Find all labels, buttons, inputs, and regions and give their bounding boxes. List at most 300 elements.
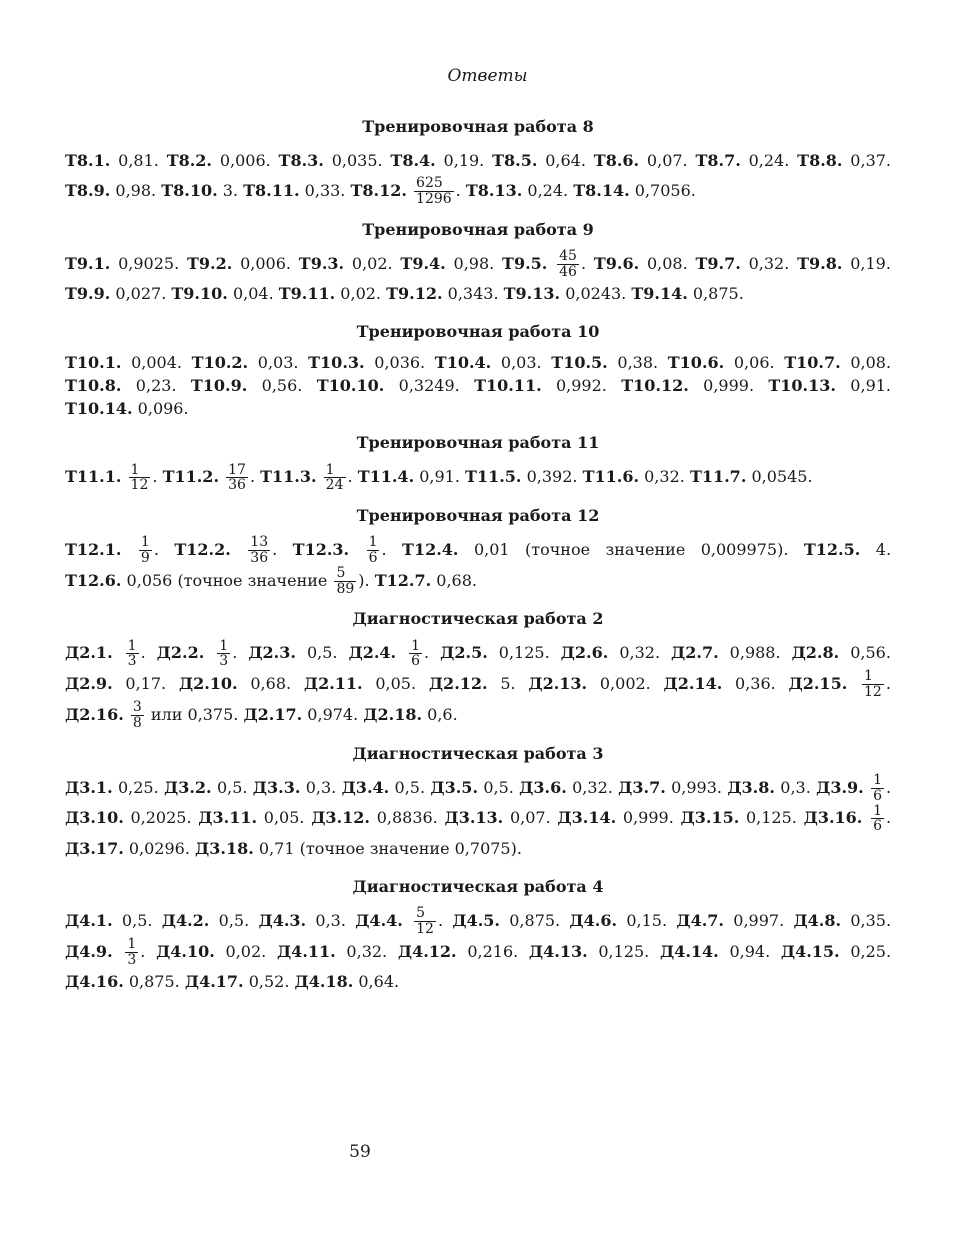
answer-label: Д2.8. [791, 643, 840, 663]
answer-label: Т8.7. [695, 151, 741, 170]
answer-suffix: . [347, 467, 353, 487]
fraction-denominator: 1296 [416, 191, 452, 207]
fraction-denominator: 3 [127, 653, 137, 670]
answer-suffix: или 0,375. [145, 704, 239, 724]
answer-label: Д4.5. [452, 910, 500, 930]
answer-section [65, 608, 891, 730]
answer-item [681, 808, 797, 827]
fraction-numerator: 45 [559, 248, 577, 264]
answer-item [727, 778, 810, 797]
answer-suffix: . [249, 467, 256, 487]
answer-item [551, 353, 658, 372]
answer-item [65, 376, 177, 395]
answer-value: 0,002. [599, 674, 651, 694]
answer-suffix: ). [358, 570, 370, 590]
answer-value: 0,3. [780, 777, 811, 797]
answer-item [358, 467, 460, 486]
answer-value: 0,02. [351, 253, 393, 273]
answer-value: 0,5. [121, 910, 153, 930]
answer-list [65, 462, 891, 493]
answer-value: 0,02. [225, 941, 267, 961]
answer-label: Т10.14. [65, 399, 133, 419]
answer-label: Т12.6. [65, 570, 122, 590]
answer-suffix: . [437, 910, 444, 930]
answer-fraction [557, 249, 579, 279]
answer-item [253, 778, 336, 797]
answer-label: Д4.9. [65, 941, 113, 961]
answer-fraction [409, 639, 422, 669]
answer-label: Т12.1. [65, 540, 122, 560]
answer-list [65, 773, 891, 864]
answer-value: 0,056 (точное значение [126, 570, 328, 590]
answer-item [65, 935, 146, 968]
answer-label: Д2.10. [178, 674, 238, 694]
answer-value: 0,993. [671, 777, 722, 797]
answer-value: 0,125. [745, 808, 797, 828]
answer-label: Д2.1. [65, 643, 113, 663]
answer-item [350, 175, 461, 207]
answer-value: 0,32. [644, 467, 685, 487]
section-title: Тренировочная работа 9 [362, 219, 594, 239]
answer-value: 0,64. [358, 972, 400, 992]
answer-label: Д4.14. [659, 941, 719, 961]
answer-value: 3. [222, 181, 239, 200]
answer-label: Д4.15. [780, 941, 840, 961]
section-title: Тренировочная работа 12 [356, 506, 600, 526]
answer-label: Д3.13. [444, 808, 504, 828]
answer-item [192, 353, 299, 372]
fraction-denominator: 6 [368, 550, 378, 567]
answer-item [492, 151, 586, 170]
answer-item [65, 637, 146, 670]
fraction-numerator: 1 [127, 935, 137, 952]
answer-label: Т9.8. [797, 253, 843, 273]
answer-label: Д4.11. [276, 941, 336, 961]
fraction-denominator: 9 [140, 550, 150, 567]
answer-list [65, 351, 891, 420]
answer-label: Т10.12. [621, 376, 689, 396]
answer-value: 0,3. [305, 777, 337, 797]
answer-item [529, 942, 649, 961]
answer-section [65, 876, 891, 997]
answer-value: 4. [875, 540, 892, 560]
answer-label: Т11.6. [582, 467, 640, 487]
answer-item [664, 674, 776, 693]
answer-label: Д3.16. [803, 808, 863, 828]
answer-item [695, 151, 789, 170]
fraction-denominator: 12 [416, 920, 434, 937]
answer-label: Т10.9. [190, 376, 248, 396]
answer-item [400, 254, 494, 273]
answer-item [793, 911, 891, 930]
answer-item [65, 461, 158, 494]
fraction-numerator: 13 [250, 534, 269, 551]
answer-item [363, 705, 457, 724]
answer-value: 0,5. [306, 643, 338, 663]
answer-value: 0,91. [850, 376, 892, 396]
fraction-denominator: 36 [228, 477, 246, 494]
fraction-numerator: 1 [140, 534, 150, 551]
answer-label: Д2.7. [671, 643, 719, 663]
answer-label: Д3.2. [163, 777, 212, 797]
answer-value: 0,56. [850, 643, 891, 663]
answer-item [788, 668, 891, 701]
answer-suffix: . [140, 643, 146, 663]
answer-label: Д4.2. [161, 910, 210, 930]
answer-label: Д3.14. [557, 808, 617, 828]
answer-value: 0,0243. [565, 284, 627, 304]
answer-item [65, 808, 192, 827]
answer-item [65, 151, 159, 170]
fraction-denominator: 6 [873, 787, 882, 804]
answer-item [618, 778, 722, 797]
answer-item [504, 284, 627, 303]
answer-item [279, 151, 383, 170]
answer-item [668, 353, 775, 372]
answer-value: 0,216. [467, 941, 519, 961]
answer-item [260, 461, 353, 494]
answer-item [195, 839, 522, 858]
answer-suffix: . [381, 540, 387, 560]
answer-label: Д3.6. [519, 777, 567, 797]
answer-label: Д3.11. [198, 808, 258, 828]
answer-value: 0,006. [219, 151, 271, 170]
answer-value: 0,6. [427, 704, 458, 724]
answer-item [295, 972, 400, 991]
answer-value: 0,875. [509, 910, 561, 930]
answer-label: Т8.6. [593, 151, 640, 170]
answer-value: 0,17. [125, 674, 167, 694]
answer-item [803, 802, 892, 835]
answer-item [402, 540, 788, 559]
answer-item [317, 376, 460, 395]
answer-item [429, 674, 516, 693]
answer-label: Т11.4. [357, 467, 415, 487]
answer-item [65, 353, 182, 372]
answer-suffix: . [885, 777, 892, 797]
answer-item [65, 911, 152, 930]
fraction-numerator: 1 [325, 461, 335, 478]
answer-value: 0,08. [646, 253, 688, 273]
answer-label: Д4.12. [397, 941, 457, 961]
answer-label: Д3.1. [65, 777, 113, 797]
answer-label: Т8.4. [390, 151, 436, 170]
fraction-denominator: 36 [250, 550, 269, 567]
fraction-numerator: 1 [219, 637, 229, 654]
answer-item [430, 778, 513, 797]
answer-fraction [129, 463, 151, 493]
answer-item [198, 808, 304, 827]
answer-item [557, 808, 673, 827]
answer-value: 0,006. [240, 253, 291, 273]
answer-label: Т8.10. [161, 181, 218, 200]
fraction-denominator: 12 [864, 684, 882, 701]
answer-label: Т9.14. [631, 284, 688, 304]
answer-label: Т11.5. [465, 467, 522, 487]
answer-item [243, 181, 345, 200]
answer-value: 0,7056. [634, 181, 696, 200]
answer-value: 0,94. [729, 941, 771, 961]
answer-value: 0,125. [598, 941, 650, 961]
answer-label: Т8.11. [243, 181, 300, 200]
answer-value: 5. [500, 674, 516, 694]
answer-value: 0,01 (точное значение 0,009975). [473, 540, 789, 560]
answer-value: 0,68. [250, 674, 292, 694]
answer-suffix: . [885, 674, 891, 694]
answer-fraction [125, 937, 138, 967]
answer-item [398, 942, 518, 961]
answer-value: 0,04. [232, 284, 274, 304]
answer-item [804, 540, 891, 559]
answer-item [466, 181, 568, 200]
answer-item [65, 778, 159, 797]
answer-value: 0,07. [509, 808, 551, 828]
answer-label: Д3.4. [341, 777, 390, 797]
answer-value: 0,98. [115, 181, 157, 200]
answer-value: 0,06. [733, 353, 775, 373]
answer-label: Т11.1. [65, 467, 122, 487]
answer-value: 0,32. [748, 253, 790, 273]
answer-value: 0,15. [626, 910, 668, 930]
answer-item [671, 643, 781, 662]
fraction-numerator: 1 [411, 637, 421, 654]
answer-value: 0,07. [646, 151, 688, 170]
answer-item [162, 911, 249, 930]
answer-value: 0,24. [748, 151, 790, 170]
answer-item [621, 376, 754, 395]
fraction-numerator: 1 [873, 771, 882, 788]
fraction-denominator: 46 [559, 263, 577, 280]
answer-value: 0,8836. [376, 808, 438, 828]
answer-value: 0,36. [735, 674, 776, 694]
section-title: Диагностическая работа 2 [352, 609, 604, 629]
fraction-denominator: 3 [219, 653, 229, 670]
answer-item [299, 254, 393, 273]
answer-value: 0,91. [419, 467, 460, 487]
answer-suffix: . [232, 643, 238, 663]
answer-item [191, 376, 303, 395]
answer-label: Д2.18. [363, 704, 423, 724]
answer-label: Т10.1. [65, 353, 122, 373]
answer-fraction [367, 535, 380, 565]
answer-label: Т8.2. [166, 151, 212, 170]
answer-label: Т11.7. [689, 467, 747, 487]
answer-label: Д2.3. [248, 643, 296, 663]
answer-label: Д2.5. [440, 643, 488, 663]
answer-suffix: . [424, 643, 430, 663]
answer-item [65, 674, 166, 693]
answer-item [161, 181, 238, 200]
fraction-numerator: 625 [416, 175, 443, 192]
answer-value: 0,33. [304, 181, 346, 200]
answer-item [174, 534, 278, 567]
answer-list [65, 638, 891, 730]
answer-value: 0,25. [850, 941, 892, 961]
answer-item [308, 353, 425, 372]
answer-label: Д2.15. [788, 674, 848, 694]
answer-item [304, 674, 416, 693]
answer-label: Д4.1. [65, 910, 113, 930]
answer-label: Т8.14. [573, 181, 630, 200]
answer-fraction [334, 566, 356, 596]
answer-item [690, 467, 813, 486]
answer-label: Д3.10. [65, 808, 124, 828]
answer-label: Д2.17. [243, 704, 303, 724]
answer-label: Т12.4. [402, 540, 459, 560]
answer-value: 0,35. [850, 910, 892, 930]
answer-item [784, 353, 891, 372]
answer-item [452, 911, 560, 930]
answer-item [355, 905, 444, 937]
answer-value: 0,5. [394, 777, 426, 797]
answer-item [342, 778, 425, 797]
answer-label: Д4.4. [355, 910, 403, 930]
answer-item [65, 534, 159, 567]
answer-value: 0,0296. [128, 838, 190, 858]
answer-value: 0,004. [131, 353, 182, 373]
answer-label: Т10.10. [316, 376, 385, 396]
answer-item [390, 151, 484, 170]
answer-label: Т9.4. [400, 253, 446, 273]
answer-value: 0,992. [555, 376, 607, 396]
answer-value: 0,71 (точное значение 0,7075). [258, 838, 522, 858]
answer-label: Д3.5. [430, 777, 479, 797]
fraction-numerator: 1 [127, 637, 137, 654]
answer-value: 0,997. [733, 910, 785, 930]
answer-label: Т9.13. [503, 284, 561, 304]
fraction-denominator: 89 [336, 580, 355, 597]
answer-item [583, 467, 685, 486]
answer-fraction [324, 463, 346, 493]
answer-value: 0,68. [436, 570, 477, 590]
answer-suffix: . [455, 181, 461, 200]
answer-label: Т11.2. [162, 467, 220, 487]
answer-value: 0,974. [307, 704, 359, 724]
answer-value: 0,81. [118, 151, 159, 170]
answer-label: Д3.7. [618, 777, 666, 797]
answer-item [258, 911, 345, 930]
answer-label: Д3.9. [816, 777, 864, 797]
fraction-denominator: 12 [130, 477, 149, 494]
answer-value: 0,035. [331, 151, 383, 170]
answer-item [594, 254, 688, 273]
answer-value: 0,24. [527, 181, 569, 200]
answer-section [65, 116, 891, 207]
answer-label: Т10.11. [474, 376, 542, 396]
answer-item [167, 151, 271, 170]
answer-item [65, 839, 190, 858]
answer-item [676, 911, 784, 930]
fraction-numerator: 1 [368, 534, 378, 551]
answer-label: Д2.12. [428, 674, 488, 694]
answer-value: 0,5. [483, 777, 514, 797]
answer-fraction [217, 639, 230, 669]
answer-label: Д2.14. [663, 674, 723, 694]
answer-item [348, 637, 430, 670]
answer-item [474, 376, 607, 395]
answer-item [311, 808, 438, 827]
answer-label: Т12.2. [174, 540, 231, 560]
answer-value: 0,03. [500, 353, 542, 373]
answer-label: Т9.11. [278, 284, 336, 304]
answer-value: 0,027. [115, 284, 167, 304]
answer-value: 0,05. [375, 674, 417, 694]
answer-item [179, 674, 291, 693]
answer-item [768, 376, 891, 395]
answer-item [594, 151, 688, 170]
answer-value: 0,32. [572, 777, 613, 797]
answer-item [292, 534, 387, 567]
answer-value: 0,5. [216, 777, 248, 797]
answer-item [561, 643, 660, 662]
section-title: Тренировочная работа 10 [356, 322, 600, 342]
answer-fraction [871, 804, 884, 834]
answer-label: Т9.3. [298, 253, 345, 273]
answer-label: Д3.3. [252, 777, 301, 797]
answer-list [65, 146, 891, 207]
answer-item [248, 643, 337, 662]
answer-item [435, 353, 542, 372]
answer-section [65, 505, 891, 596]
answer-item [792, 643, 891, 662]
answer-value: 0,64. [545, 151, 586, 170]
fraction-denominator: 3 [127, 951, 137, 968]
section-title: Тренировочная работа 8 [362, 117, 594, 136]
answer-label: Т9.2. [186, 253, 233, 273]
answer-value: 0,05. [263, 808, 305, 828]
answer-label: Д4.10. [156, 941, 215, 961]
answer-label: Т9.9. [65, 284, 111, 304]
answer-value: 0,32. [346, 941, 388, 961]
answer-section [65, 321, 891, 420]
answer-label: Т12.7. [374, 570, 432, 590]
answer-value: 0,3. [315, 910, 346, 930]
answer-label: Т8.13. [465, 181, 523, 200]
answer-label: Т8.3. [278, 151, 324, 170]
answer-value: 0,37. [850, 151, 892, 170]
answer-value: 0,19. [443, 151, 485, 170]
answer-value: 0,988. [729, 643, 781, 663]
answer-label: Т9.5. [502, 253, 548, 273]
answer-label: Д4.18. [294, 972, 354, 992]
answer-label: Д3.17. [65, 838, 124, 858]
answer-label: Т10.5. [551, 353, 608, 373]
fraction-numerator: 1 [864, 668, 873, 685]
answer-item [164, 778, 247, 797]
answer-item [187, 254, 291, 273]
section-title: Диагностическая работа 4 [352, 876, 604, 896]
answer-section [65, 219, 891, 310]
answer-fraction [248, 535, 270, 565]
fraction-denominator: 8 [132, 714, 142, 731]
answer-label: Д4.16. [65, 972, 124, 992]
answer-item [65, 254, 179, 273]
answer-item [65, 565, 370, 597]
answer-label: Т12.3. [292, 540, 350, 560]
answer-item [156, 942, 266, 961]
answer-label: Д3.8. [727, 777, 775, 797]
answer-item [660, 942, 770, 961]
answer-value: 0,5. [218, 910, 250, 930]
answer-value: 0,125. [498, 643, 550, 663]
answer-item [528, 674, 650, 693]
answer-value: 0,036. [374, 353, 426, 373]
answer-value: 0,0545. [751, 467, 813, 487]
answer-label: Д4.3. [258, 910, 307, 930]
answer-list [65, 535, 891, 596]
answer-value: 0,19. [850, 253, 891, 273]
answer-value: 0,98. [453, 253, 495, 273]
